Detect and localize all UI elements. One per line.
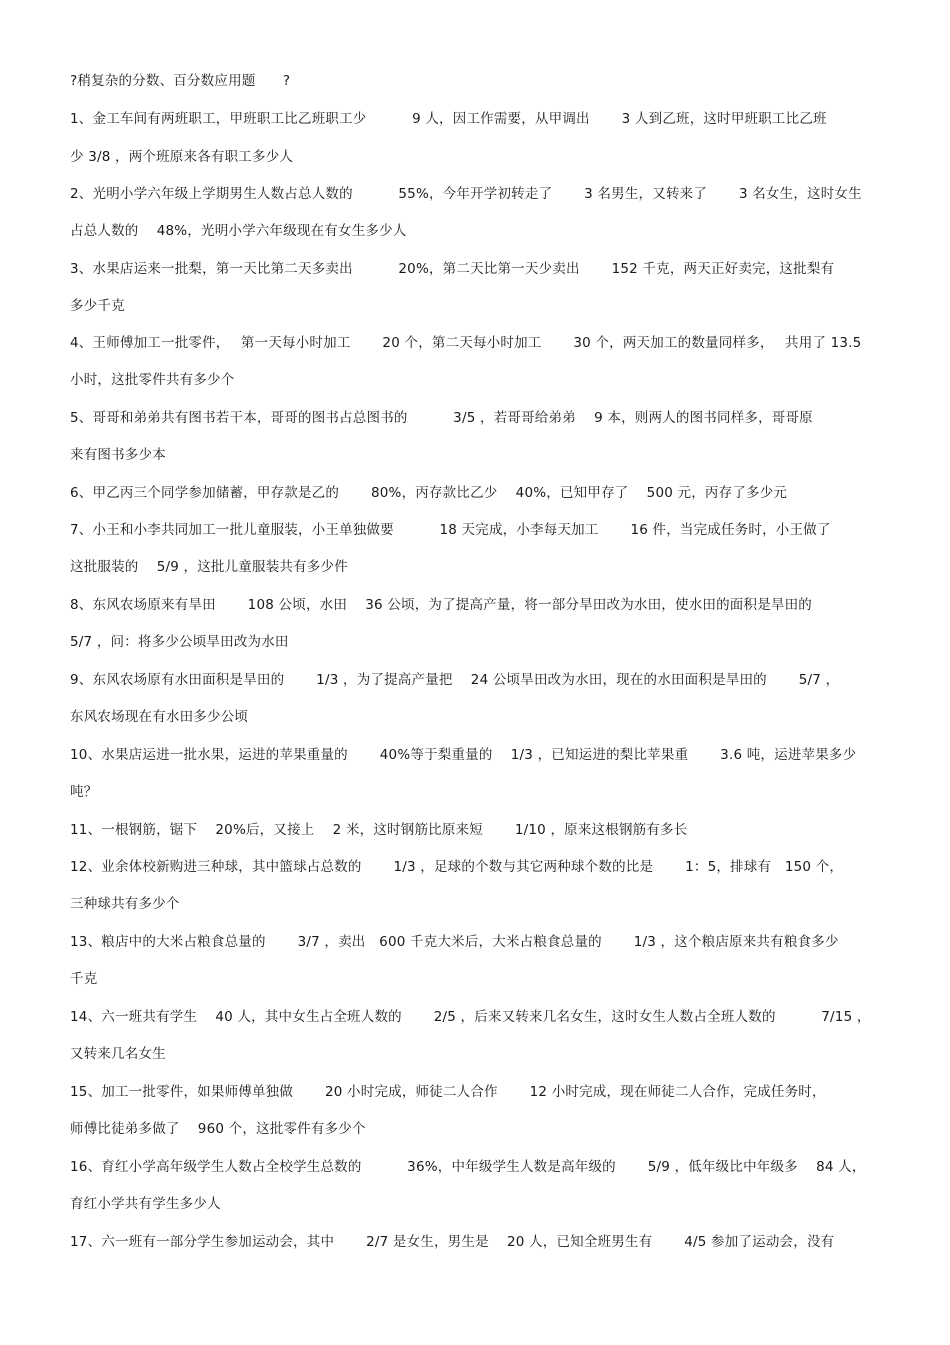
problem-4-line-1: 4、王师傅加工一批零件， 第一天每小时加工 20 个，第二天每小时加工 30 个，两天加工的数量同样多， 共用了 13.5 xyxy=(70,335,862,351)
problem-7-line-2: 这批服装的 5/9 ，这批儿童服装共有多少件 xyxy=(70,559,348,575)
problem-14-line-2: 又转来几名女生 xyxy=(70,1046,166,1062)
problem-9-line-1: 9、东风农场原有水田面积是旱田的 1/3 ，为了提高产量把 24 公顷旱田改为水田，现在的水田面积是旱田的 5/7 ， xyxy=(70,672,840,688)
problem-10-line-1: 10、水果店运进一批水果，运进的苹果重量的 40%等于梨重量的 1/3 ，已知运进的梨比苹果重 3.6 吨，运进苹果多少 xyxy=(70,747,857,763)
problem-10-line-2: 吨？ xyxy=(70,784,98,800)
document-title: ?稍复杂的分数、百分数应用题 ? xyxy=(70,73,291,89)
problem-2-line-2: 占总人数的 48%，光明小学六年级现在有女生多少人 xyxy=(70,223,407,239)
problem-12-line-2: 三种球共有多少个 xyxy=(70,896,180,912)
problem-11-line-1: 11、一根钢筋，锯下 20%后，又接上 2 米，这时钢筋比原来短 1/10 ，原来这根钢筋有多长 xyxy=(70,822,688,838)
problem-4-line-2: 小时，这批零件共有多少个 xyxy=(70,372,235,388)
problem-1-line-2: 少 3/8 ，两个班原来各有职工多少人 xyxy=(70,149,294,165)
problem-13-line-2: 千克 xyxy=(70,971,98,987)
problem-16-line-2: 育红小学共有学生多少人 xyxy=(70,1196,221,1212)
problem-6-line-1: 6、甲乙丙三个同学参加储蓄，甲存款是乙的 80%，丙存款比乙少 40%，已知甲存了 500 元，丙存了多少元 xyxy=(70,485,788,501)
problem-8-line-2: 5/7 ，问：将多少公顷旱田改为水田 xyxy=(70,634,289,650)
problem-17-line-1: 17、六一班有一部分学生参加运动会，其中 2/7 是女生，男生是 20 人，已知全班男生有 4/5 参加了运动会，没有 xyxy=(70,1234,835,1250)
problem-9-line-2: 东风农场现在有水田多少公顷 xyxy=(70,709,249,725)
problem-3-line-1: 3、水果店运来一批梨，第一天比第二天多卖出 20%，第二天比第一天少卖出 152 千克，两天正好卖完，这批梨有 xyxy=(70,261,835,277)
problem-5-line-2: 来有图书多少本 xyxy=(70,447,166,463)
problem-12-line-1: 12、业余体校新购进三种球，其中篮球占总数的 1/3 ，足球的个数与其它两种球个数的比是 1：5，排球有 150 个， xyxy=(70,859,844,875)
problem-3-line-2: 多少千克 xyxy=(70,298,125,314)
problem-14-line-1: 14、六一班共有学生 40 人，其中女生占全班人数的 2/5 ，后来又转来几名女生，这时女生人数占全班人数的 7/15 ， xyxy=(70,1009,871,1025)
problem-15-line-2: 师傅比徒弟多做了 960 个，这批零件有多少个 xyxy=(70,1121,366,1137)
problem-1-line-1: 1、金工车间有两班职工，甲班职工比乙班职工少 9 人，因工作需要，从甲调出 3 人到乙班，这时甲班职工比乙班 xyxy=(70,111,827,127)
problem-7-line-1: 7、小王和小李共同加工一批儿童服装，小王单独做要 18 天完成，小李每天加工 16 件，当完成任务时，小王做了 xyxy=(70,522,831,538)
problem-16-line-1: 16、育红小学高年级学生人数占全校学生总数的 36%，中年级学生人数是高年级的 5/9 ，低年级比中年级多 84 人， xyxy=(70,1159,866,1175)
problem-13-line-1: 13、粮店中的大米占粮食总量的 3/7 ，卖出 600 千克大米后，大米占粮食总量的 1/3 ，这个粮店原来共有粮食多少 xyxy=(70,934,839,950)
problem-15-line-1: 15、加工一批零件，如果师傅单独做 20 小时完成，师徒二人合作 12 小时完成，现在师徒二人合作，完成任务时， xyxy=(70,1084,826,1100)
problem-2-line-1: 2、光明小学六年级上学期男生人数占总人数的 55%，今年开学初转走了 3 名男生，又转来了 3 名女生，这时女生 xyxy=(70,186,862,202)
problem-8-line-1: 8、东风农场原来有旱田 108 公顷，水田 36 公顷，为了提高产量，将一部分旱田改为水田，使水田的面积是旱田的 xyxy=(70,597,812,613)
problem-5-line-1: 5、哥哥和弟弟共有图书若干本，哥哥的图书占总图书的 3/5 ，若哥哥给弟弟 9 本，则两人的图书同样多，哥哥原 xyxy=(70,410,813,426)
